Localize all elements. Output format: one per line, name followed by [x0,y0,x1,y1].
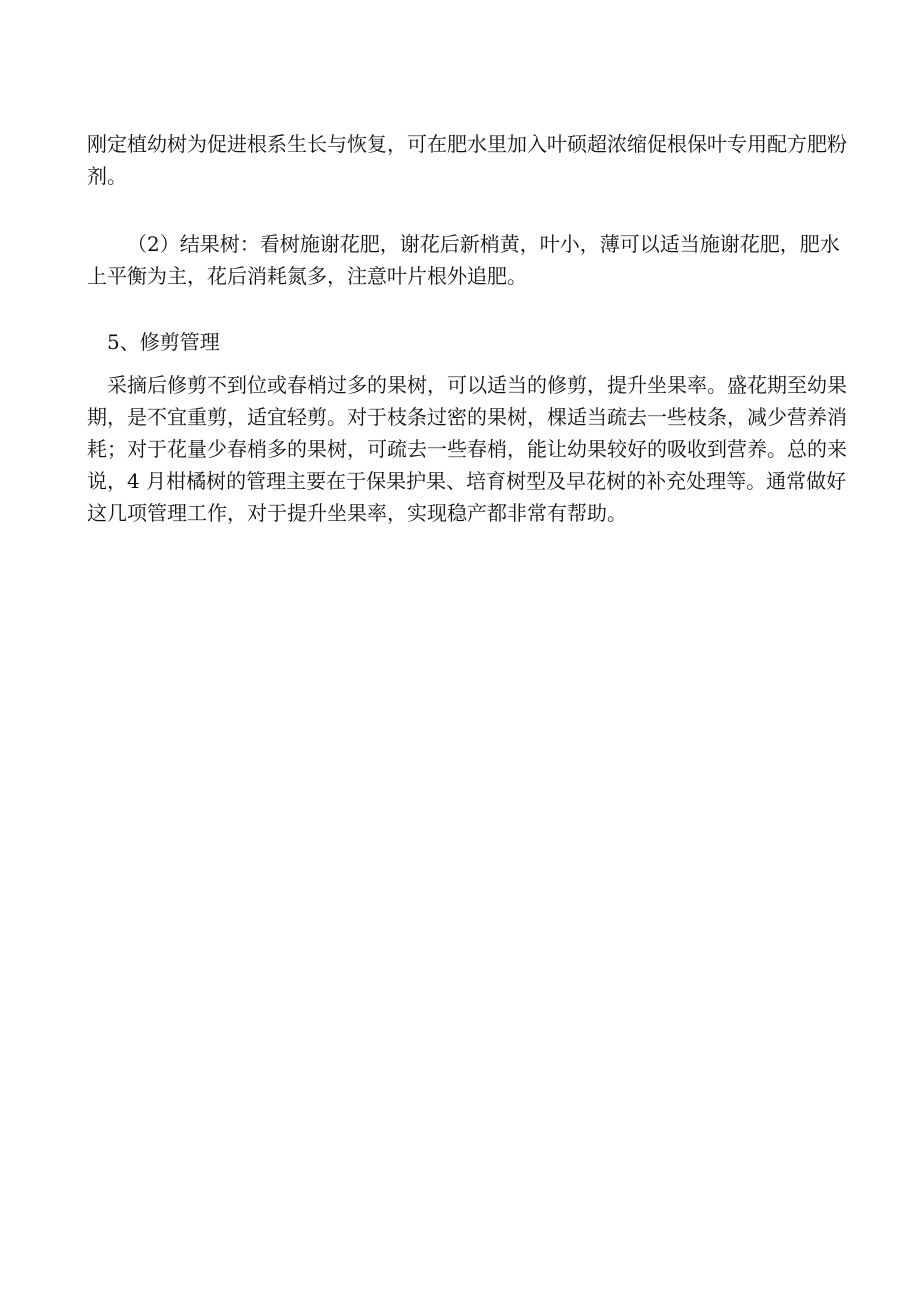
paragraph-pruning-details: 采摘后修剪不到位或春梢过多的果树，可以适当的修剪，提升坐果率。盛花期至幼果期，是不宜重剪，适宜轻剪。对于枝条过密的果树，棵适当疏去一些枝条，减少营养消耗；对于花量少春梢多的果树，可疏去一些春梢，能让幼果较好的吸收到营养。总的来说，4 月柑橘树的管理主要在于保果护果、培育树型及早花树的补充处理等。通常做好这几项管理工作，对于提升坐果率，实现稳产都非常有帮助。 [87,373,847,525]
section-heading-pruning-management: 5、修剪管理 [107,330,220,354]
paragraph-fruiting-tree-fertilizer: （2）结果树：看树施谢花肥，谢花后新梢黄，叶小，薄可以适当施谢花肥，肥水上平衡为主，花后消耗氮多，注意叶片根外追肥。 [87,232,840,288]
paragraph-young-tree-fertilizer: 刚定植幼树为促进根系生长与恢复，可在肥水里加入叶硕超浓缩促根保叶专用配方肥粉剂。 [87,132,847,188]
